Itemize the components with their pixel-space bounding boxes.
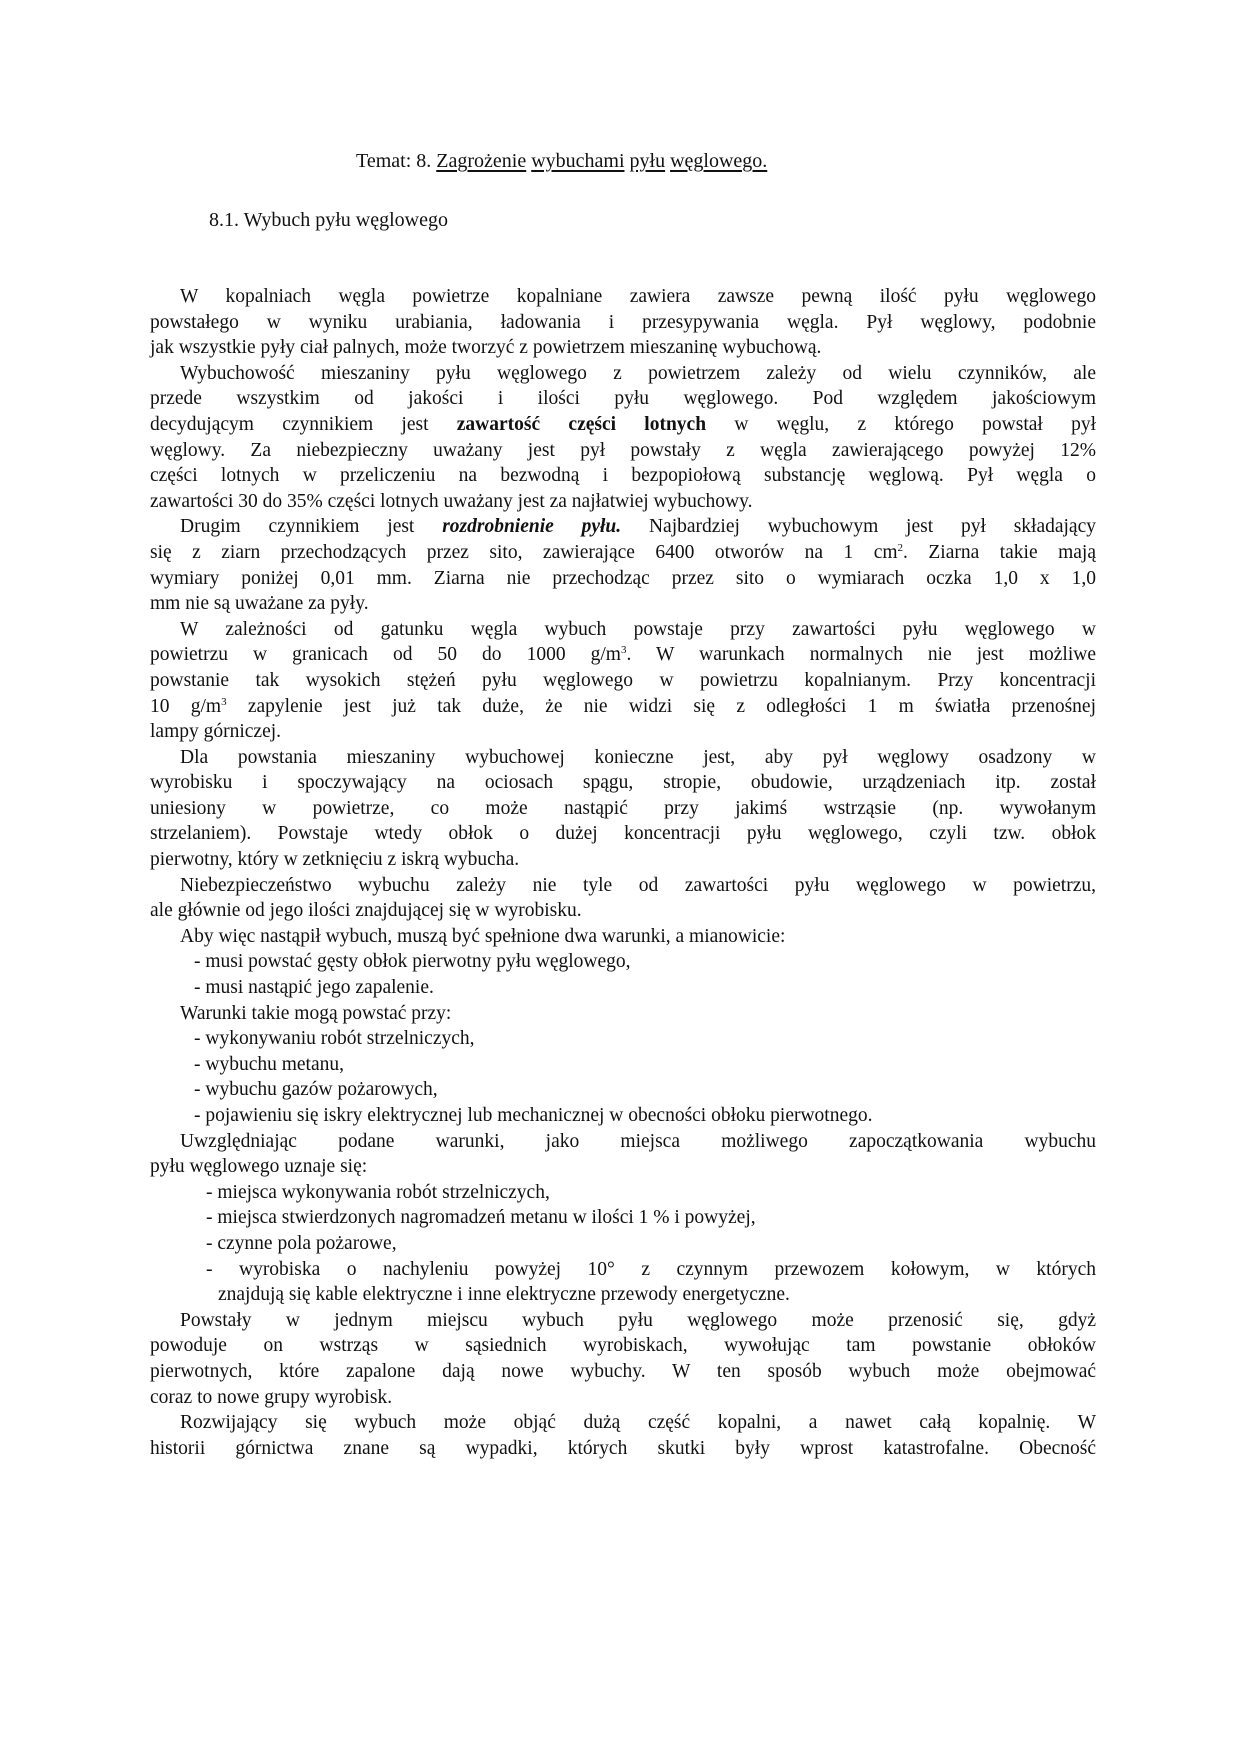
text-line	[150, 438, 1096, 464]
bold-italic-term: rozdrobnienie pyłu.	[442, 516, 622, 538]
line-text: - miejsca stwierdzonych nagromadzeń metanu w ilości 1 % i powyżej,	[206, 1207, 756, 1229]
line-text: - wyrobiska o nachyleniu powyżej 10° z czynnym przewozem kołowym, w których	[206, 1258, 1096, 1280]
text-line	[150, 847, 1096, 873]
text-line	[150, 745, 1096, 771]
superscript: 3	[620, 644, 627, 657]
text-line	[150, 1410, 1096, 1436]
text-line	[150, 668, 1096, 694]
line-text: ale głównie od jego ilości znajdującej się w wyrobisku.	[150, 900, 582, 922]
line-text: węglowy. Za niebezpieczny uważany jest pył powstały z węgla zawierającego powyżej 12%	[150, 439, 1096, 461]
text-line	[150, 1129, 1096, 1155]
text-line	[150, 540, 1096, 566]
line-text: powoduje on wstrząs w sąsiednich wyrobiskach, wywołując tam powstanie obłoków	[150, 1335, 1096, 1357]
bold-term: zawartość części lotnych	[456, 413, 707, 435]
line-text: wymiary poniżej 0,01 mm. Ziarna nie przechodząc przez sito o wymiarach oczka 1,0 x 1,0	[150, 567, 1096, 589]
line-text: zapylenie jest już tak duże, że nie widzi się z odległości 1 m światła przenośnej	[226, 695, 1096, 717]
line-text: powietrzu w granicach od 50 do 1000 g/m	[150, 644, 621, 666]
line-text: - pojawieniu się iskry elektrycznej lub mechanicznej w obecności obłoku pierwotnego.	[194, 1105, 873, 1126]
superscript: 2	[897, 541, 904, 554]
section-heading: 8.1. Wybuch pyłu węglowego	[209, 209, 448, 231]
line-text: W kopalniach węgla powietrze kopalniane zawiera zawsze pewną ilość pyłu węglowego	[180, 286, 1096, 307]
line-text: . Ziarna takie mają	[903, 541, 1096, 563]
line-text: - musi nastąpić jego zapalenie.	[194, 977, 434, 999]
line-text: - czynne pola pożarowe,	[206, 1232, 397, 1254]
line-text: się z ziarn przechodzących przez sito, zawierające 6400 otworów na 1 cm	[150, 541, 898, 563]
text-line	[150, 1052, 1096, 1078]
line-text: W zależności od gatunku węgla wybuch powstaje przy zawartości pyłu węglowego w	[180, 618, 1096, 640]
line-text: Rozwijający się wybuch może objąć dużą część kopalni, a nawet całą kopalnię. W	[180, 1412, 1096, 1434]
text-line	[150, 1077, 1096, 1103]
line-text: pierwotnych, które zapalone dają nowe wybuchy. W ten sposób wybuch może obejmować	[150, 1360, 1096, 1382]
text-line	[150, 1359, 1096, 1385]
line-text: Dla powstania mieszaniny wybuchowej konieczne jest, aby pył węglowy osadzony w	[180, 746, 1096, 768]
line-text: decydującym czynnikiem jest	[150, 413, 457, 435]
title-word: Zagrożenie	[436, 150, 527, 172]
text-line	[150, 796, 1096, 822]
line-text: Uwzględniając podane warunki, jako miejsca możliwego zapoczątkowania wybuchu	[180, 1130, 1096, 1152]
text-line	[150, 949, 1096, 975]
title-prefix: Temat: 8.	[356, 150, 437, 172]
text-line	[150, 386, 1096, 412]
line-text: strzelaniem). Powstaje wtedy obłok o dużej koncentracji pyłu węglowego, czyli tzw. obłok	[150, 823, 1096, 845]
text-line	[150, 514, 1096, 540]
text-line	[150, 1001, 1096, 1027]
line-text: - musi powstać gęsty obłok pierwotny pyłu węglowego,	[194, 951, 631, 973]
text-line	[150, 591, 1096, 617]
line-text: części lotnych w przeliczeniu na bezwodną i bezpopiołową substancję węglową. Pył węgla o	[150, 465, 1096, 487]
text-line	[150, 412, 1096, 438]
text-line	[150, 335, 1096, 361]
text-line	[150, 566, 1096, 592]
line-text: Aby więc nastąpił wybuch, muszą być spełnione dwa warunki, a mianowicie:	[180, 925, 786, 947]
text-line	[150, 1180, 1096, 1206]
line-text: 10 g/m	[150, 695, 222, 717]
line-text: lampy górniczej.	[150, 721, 282, 743]
text-line	[150, 489, 1096, 515]
text-line	[150, 361, 1096, 387]
line-text: Warunki takie mogą powstać przy:	[180, 1002, 452, 1024]
line-text: powstanie tak wysokich stężeń pyłu węglowego w powietrzu kopalnianym. Przy koncentracji	[150, 669, 1096, 691]
text-line	[150, 975, 1096, 1001]
line-text: powstałego w wyniku urabiania, ładowania i przesypywania węgla. Pył węglowy, podobnie	[150, 311, 1096, 333]
line-text: w węglu, z którego powstał pył	[706, 413, 1096, 435]
text-line	[150, 1103, 1096, 1129]
text-line	[150, 617, 1096, 643]
text-line	[150, 284, 1096, 310]
line-text: znajdują się kable elektryczne i inne elektryczne przewody energetyczne.	[218, 1284, 790, 1306]
line-text: coraz to nowe grupy wyrobisk.	[150, 1386, 393, 1408]
text-line	[150, 1026, 1096, 1052]
line-text: przede wszystkim od jakości i ilości pyłu węglowego. Pod względem jakościowym	[150, 388, 1096, 410]
text-line	[150, 1205, 1096, 1231]
text-line	[150, 1436, 1096, 1462]
title-word: węglowego.	[670, 150, 768, 172]
text-line	[150, 1308, 1096, 1334]
line-text: - wybuchu metanu,	[194, 1053, 345, 1075]
text-line	[150, 1231, 1096, 1257]
text-line	[150, 463, 1096, 489]
text-line	[150, 719, 1096, 745]
text-line	[150, 1333, 1096, 1359]
line-text: - miejsca wykonywania robót strzelniczych,	[206, 1181, 550, 1203]
text-line	[150, 1385, 1096, 1411]
title-word: pyłu	[629, 150, 666, 172]
line-text: - wybuchu gazów pożarowych,	[194, 1079, 438, 1101]
line-text: zawartości 30 do 35% części lotnych uważany jest za najłatwiej wybuchowy.	[150, 490, 753, 512]
line-text: wyrobisku i spoczywający na ociosach spągu, stropie, obudowie, urządzeniach itp. został	[150, 772, 1096, 794]
superscript: 3	[221, 695, 227, 708]
text-line	[150, 821, 1096, 847]
line-text: mm nie są uważane za pyły.	[150, 593, 369, 615]
line-text: Drugim czynnikiem jest	[180, 516, 443, 538]
text-line	[150, 873, 1096, 899]
line-text: Wybuchowość mieszaniny pyłu węglowego z powietrzem zależy od wielu czynników, ale	[180, 362, 1096, 384]
text-line	[150, 898, 1096, 924]
line-text: Niebezpieczeństwo wybuchu zależy nie tyle od zawartości pyłu węglowego w powietrzu,	[180, 874, 1096, 896]
line-text: jak wszystkie pyły ciał palnych, może tworzyć z powietrzem mieszaninę wybuchową.	[150, 337, 822, 359]
line-text: . W warunkach normalnych nie jest możliwe	[626, 644, 1096, 666]
title-word: wybuchami	[531, 150, 625, 172]
text-line	[150, 1257, 1096, 1283]
text-line	[150, 642, 1096, 668]
line-text: Powstały w jednym miejscu wybuch pyłu węglowego może przenosić się, gdyż	[180, 1309, 1096, 1331]
text-line	[150, 770, 1096, 796]
body-text	[150, 284, 1096, 1461]
line-text: historii górnictwa znane są wypadki, których skutki były wprost katastrofalne. Obecność	[150, 1437, 1096, 1459]
text-line	[150, 1282, 1096, 1308]
line-text: Najbardziej wybuchowym jest pył składający	[621, 516, 1096, 538]
text-line	[150, 310, 1096, 336]
line-text: pierwotny, który w zetknięciu z iskrą wybucha.	[150, 849, 520, 871]
text-line	[150, 694, 1096, 720]
line-text: uniesiony w powietrze, co może nastąpić przy jakimś wstrząsie (np. wywołanym	[150, 797, 1096, 819]
text-line	[150, 924, 1096, 950]
page-title	[356, 150, 767, 173]
line-text: - wykonywaniu robót strzelniczych,	[194, 1028, 475, 1050]
text-line	[150, 1154, 1096, 1180]
line-text: pyłu węglowego uznaje się:	[150, 1156, 368, 1178]
